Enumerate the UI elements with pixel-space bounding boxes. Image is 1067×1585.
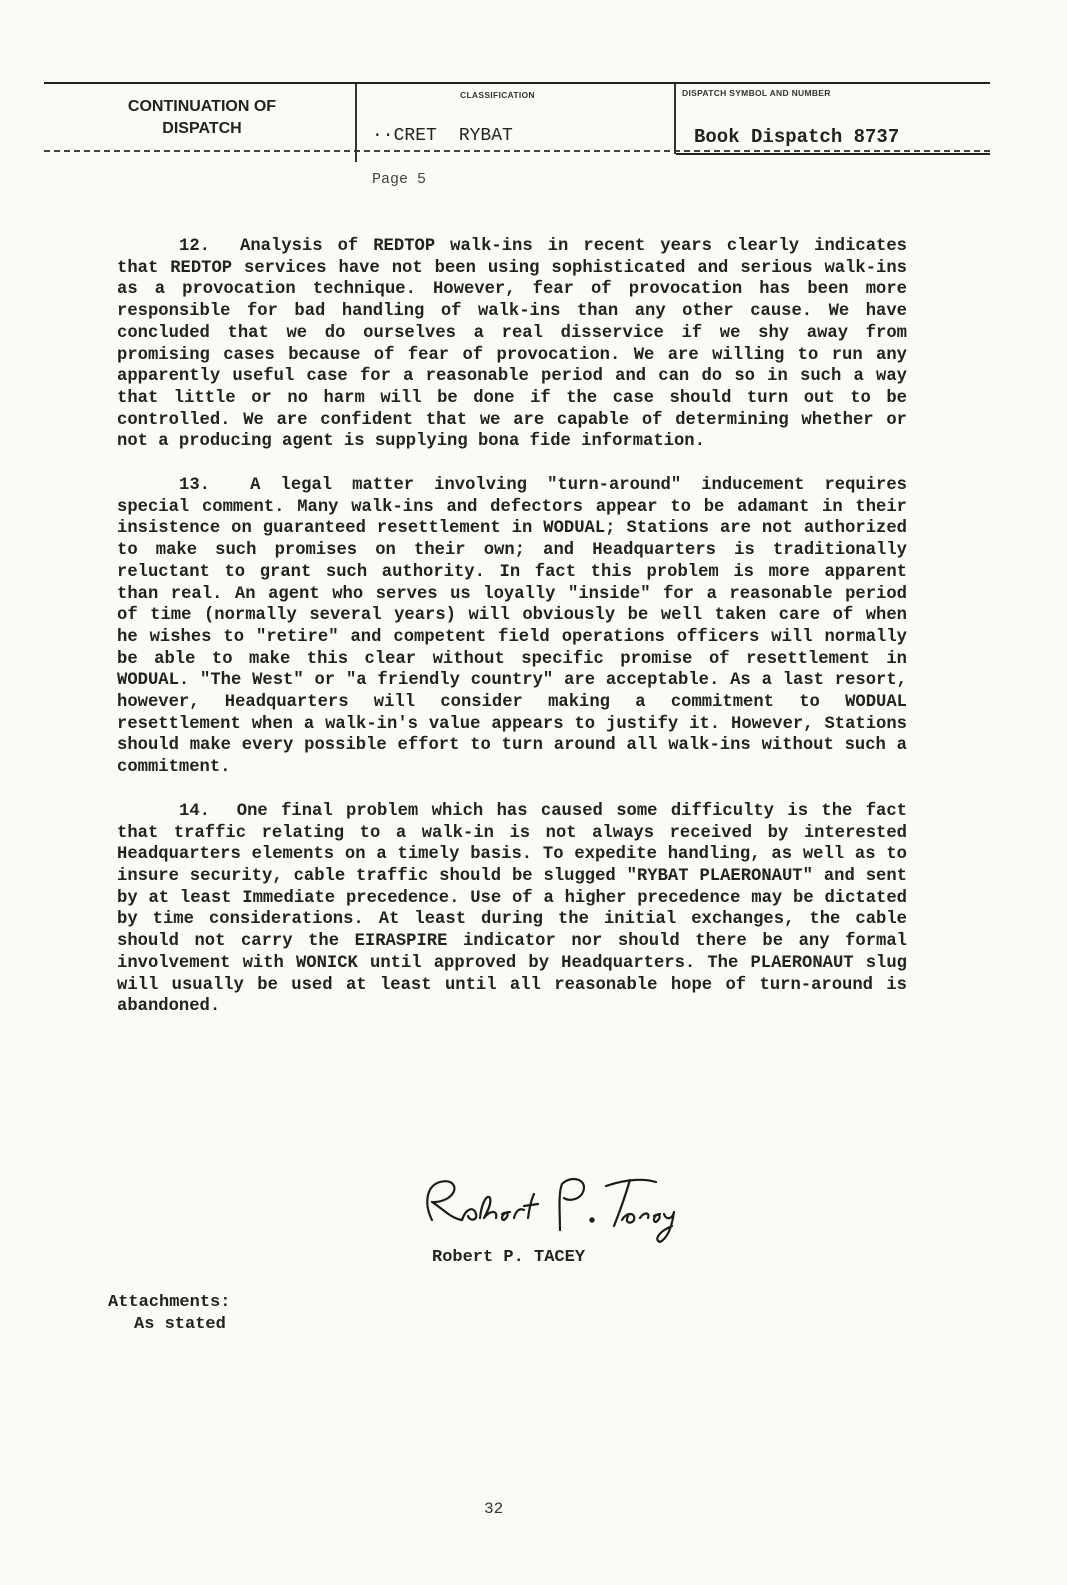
dispatch-symbol-label: DISPATCH SYMBOL AND NUMBER [682,88,831,98]
paragraph-text: A legal matter involving "turn-around" inducement requires special comment. Many walk-ins and defectors appear to be adamant in their insistence on guaranteed resettlement in WODUAL; Stations are not authorized to make such promises on their own; and Headquarters is traditionally reluctant to grant such authority. In fact this problem is more apparent than real. An agent who serves us loyally "inside" for a reasonable period of time (normally several years) will obviously be well taken care of when he wishes to "retire" and competent field operations officers will normally be able to make this clear without specific promise of resettlement in WODUAL. "The West" or "a friendly country" are acceptable. As a last resort, however, Headquarters will consider making a commitment to WODUAL resettlement when a walk-in's value appears to justify it. However, Stations should make every possible effort to turn around all walk-ins without such a commitment. [117,476,907,778]
page-number: 32 [484,1500,504,1518]
attachments-block [108,1292,230,1336]
header-bottom-rule-right [676,153,990,155]
classification-part1: ··CRET [372,126,437,146]
form-title [92,96,312,140]
typed-signature-name: Robert P. TACEY [432,1248,586,1267]
header-divider-left [355,84,357,162]
paragraph-12 [117,236,907,453]
form-title-line1: CONTINUATION OF [127,98,277,115]
paragraph-number: 12. [179,237,210,256]
header-top-rule [44,82,990,84]
header-divider-right [674,84,676,154]
form-title-line2: DISPATCH [162,120,242,137]
classification-label: CLASSIFICATION [460,90,535,100]
dispatch-body [117,236,907,1040]
classification-value [372,126,513,146]
paragraph-text: One final problem which has caused some difficulty is the fact that traffic relating to a walk-in is not always received by interested Headquarters elements on a timely basis. To expedite handling, as well as to insure security, cable traffic should be slugged "RYBAT PLAERONAUT" and sent by at least Immediate precedence. Use of a higher precedence may be dictated by time considerations. At least during the initial exchanges, the cable should not carry the EIRASPIRE indicator nor should there be any formal involvement with WONICK until approved by Headquarters. The PLAERONAUT slug will usually be used at least until all reasonable hope of turn-around is abandoned. [117,801,907,1017]
paragraph-number: 13. [179,476,210,496]
attachments-label: Attachments: [108,1293,231,1312]
paragraph-text: Analysis of REDTOP walk-ins in recent years clearly indicates that REDTOP services have not been using sophisticated and serious walk-ins as a provocation technique. However, fear of provocation has been more responsible for bad handling of walk-ins than any other cause. We have concluded that we do ourselves a real disservice if we shy away from promising cases because of fear of provocation. We are willing to run any apparently useful case for a reasonable period and can do so in such a way that little or no harm will be done if the case should turn out to be controlled. We are confident that we are capable of determining whether or not a producing agent is supplying bona fide information. [117,237,907,452]
page-label: Page 5 [372,171,427,188]
handwritten-signature [410,1164,690,1244]
dispatch-symbol-value: Book Dispatch 8737 [694,126,900,148]
classification-part2: RYBAT [458,126,513,146]
paragraph-13 [117,475,907,779]
paragraph-number: 14. [179,801,210,821]
header-bottom-rule [44,150,990,152]
paragraph-14 [117,801,907,1018]
attachments-value: As stated [134,1315,226,1334]
